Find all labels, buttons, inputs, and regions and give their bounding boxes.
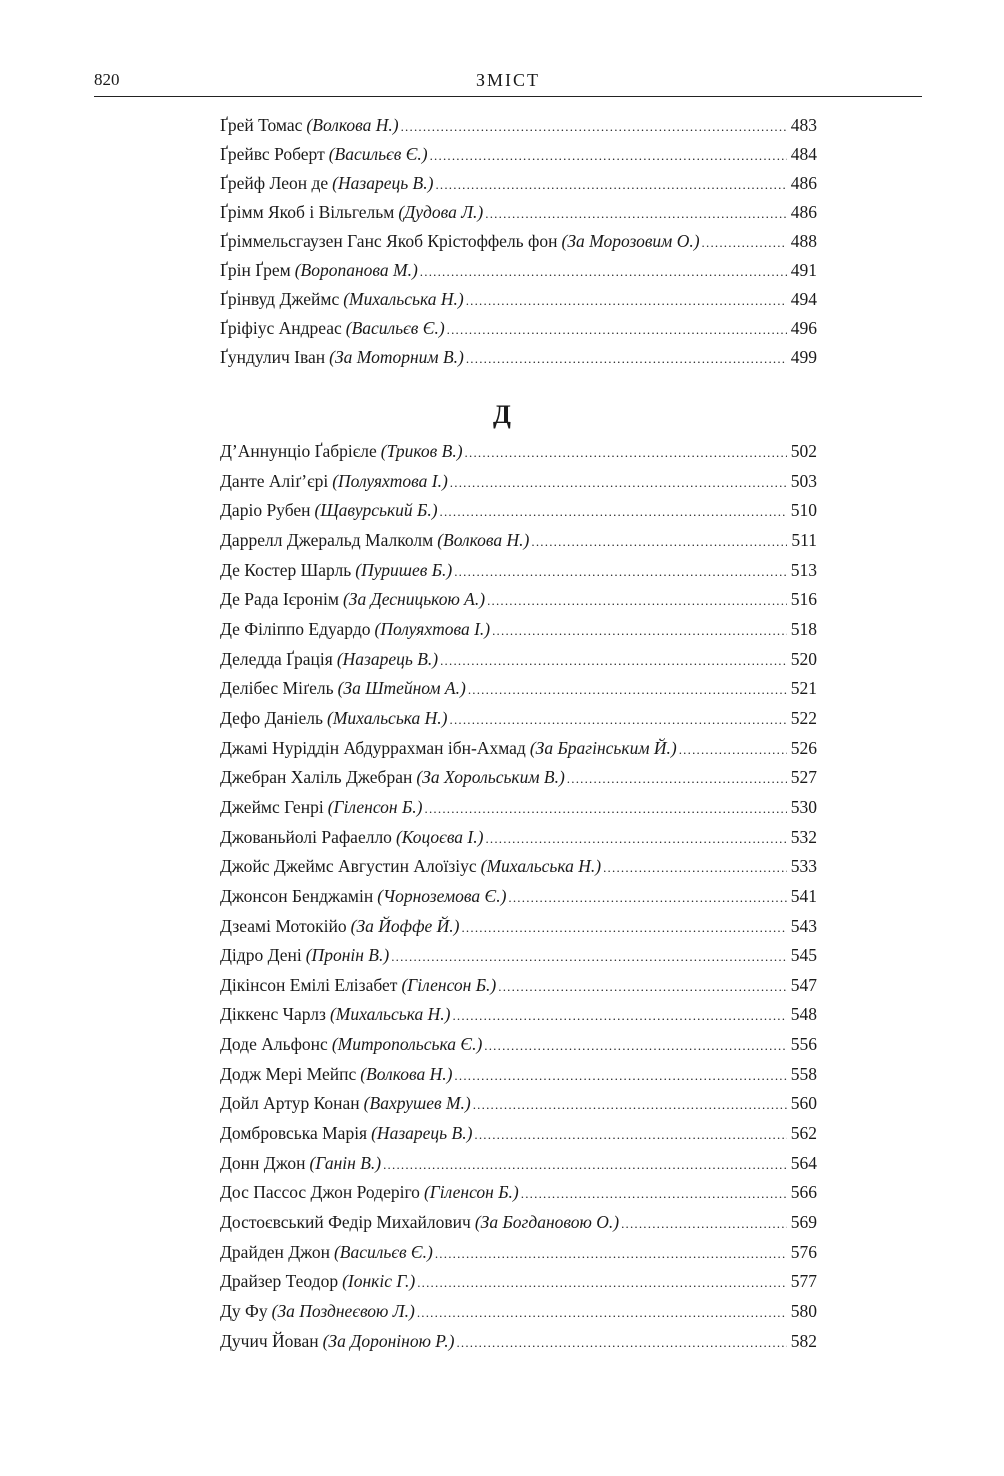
toc-entry [220, 1119, 817, 1149]
entry-author: (Волкова Н.) [437, 529, 530, 550]
entry-name: Де Рада Ієронім [220, 589, 339, 610]
entry-name: Дефо Даніель [220, 707, 324, 728]
toc-entry [220, 941, 817, 971]
dot-leader [531, 527, 787, 557]
entry-name: Делібес Міґель [220, 678, 334, 699]
dot-leader [447, 315, 787, 344]
entry-page-number: 521 [790, 678, 817, 699]
entry-page-number: 510 [790, 500, 817, 521]
dot-leader [466, 344, 787, 373]
entry-author: (За Штейном А.) [337, 678, 466, 699]
entry-name: Даріо Рубен [220, 500, 311, 521]
dot-leader [391, 942, 787, 972]
entry-author: (За Моторним В.) [329, 347, 464, 367]
entry-name: Де Філіппо Едуардо [220, 618, 371, 639]
entry-name: Джамі Нуріддін Абдуррахман ібн-Ахмад [220, 737, 526, 758]
toc-entry [220, 1267, 817, 1297]
dot-leader [420, 257, 787, 286]
dot-leader [401, 112, 787, 141]
entry-author: (Щавурський Б.) [314, 500, 438, 521]
entry-name: Ґріммельсгаузен Ганс Якоб Крістоффель фон [220, 231, 558, 251]
entry-name: Домбровська Марія [220, 1123, 368, 1144]
entry-page-number: 516 [790, 589, 817, 610]
dot-leader [508, 883, 786, 913]
page-header [94, 70, 922, 97]
toc-entry [220, 111, 817, 140]
entry-page-number: 491 [790, 260, 817, 280]
entry-name: Дучич Йован [220, 1330, 319, 1351]
toc-entry [220, 912, 817, 942]
entry-author: (Вахрушев М.) [363, 1093, 471, 1114]
page-number: 820 [94, 70, 120, 89]
entry-name: Додж Мері Мейпс [220, 1063, 357, 1084]
toc-entry [220, 734, 817, 764]
toc-entry [220, 526, 817, 556]
entry-name: Донн Джон [220, 1152, 306, 1173]
entry-author: (Михальська Н.) [329, 1004, 451, 1025]
toc-entry [220, 556, 817, 586]
entry-page-number: 530 [790, 796, 817, 817]
toc-entry [220, 793, 817, 823]
toc-entry [220, 496, 817, 526]
toc-entry [220, 1149, 817, 1179]
entry-name: Данте Аліґ’єрі [220, 470, 329, 491]
dot-leader [452, 1001, 786, 1031]
entry-author: (Волкова Н.) [306, 115, 399, 135]
entry-name: Дідро Дені [220, 945, 302, 966]
toc-entry [220, 882, 817, 912]
entry-author: (Гіленсон Б.) [327, 796, 423, 817]
entry-page-number: 560 [790, 1093, 817, 1114]
dot-leader [487, 586, 787, 616]
entry-page-number: 496 [790, 318, 817, 338]
dot-leader [425, 794, 787, 824]
entry-page-number: 502 [790, 441, 817, 461]
entry-name: Ґріфіус Андреас [220, 318, 342, 338]
entry-author: (Михальська Н.) [480, 856, 602, 877]
entry-author: (Полуяхтова І.) [332, 470, 448, 491]
toc-entry [220, 763, 817, 793]
entry-author: (Пуришев Б.) [355, 559, 453, 580]
dot-leader [454, 1061, 786, 1091]
entry-author: (Васильєв Є.) [333, 1241, 433, 1262]
toc-entry [220, 1178, 817, 1208]
entry-page-number: 562 [790, 1123, 817, 1144]
entry-author: (За Брагінським Й.) [529, 737, 677, 758]
entry-author: (Ганін В.) [309, 1152, 382, 1173]
entry-page-number: 486 [790, 202, 817, 222]
entry-page-number: 547 [790, 974, 817, 995]
dot-leader [430, 141, 787, 170]
entry-author: (За Позднеєвою Л.) [271, 1301, 415, 1322]
dot-leader [456, 1328, 786, 1358]
entry-page-number: 541 [790, 885, 817, 906]
entry-name: Діккенс Чарлз [220, 1004, 326, 1025]
toc-entry [220, 645, 817, 675]
toc-entry [220, 314, 817, 343]
entry-author: (За Морозовим О.) [561, 231, 700, 251]
entry-author: (Чорноземова Є.) [377, 885, 507, 906]
entry-name: Джойс Джеймс Августин Алоїзіус [220, 856, 477, 877]
dot-leader [454, 557, 787, 587]
entry-page-number: 577 [790, 1271, 817, 1292]
dot-leader [465, 438, 787, 468]
toc-entry [220, 1060, 817, 1090]
entry-page-number: 543 [790, 915, 817, 936]
entry-name: Дзеамі Мотокійо [220, 915, 347, 936]
entry-page-number: 522 [790, 707, 817, 728]
entry-page-number: 532 [790, 826, 817, 847]
entry-page-number: 484 [790, 144, 817, 164]
dot-leader [383, 1150, 787, 1180]
entry-author: (Назарець В.) [332, 173, 434, 193]
entry-page-number: 513 [790, 559, 817, 580]
entry-name: Дойл Артур Конан [220, 1093, 360, 1114]
entry-name: Джованьйолі Рафаелло [220, 826, 392, 847]
toc-entry [220, 1000, 817, 1030]
dot-leader [521, 1179, 787, 1209]
entry-name: Драйден Джон [220, 1241, 330, 1262]
entry-name: Ду Фу [220, 1301, 268, 1322]
entry-page-number: 488 [790, 231, 817, 251]
toc-entry [220, 823, 817, 853]
entry-author: (Назарець В.) [371, 1123, 473, 1144]
entry-page-number: 533 [790, 856, 817, 877]
entry-author: (Волкова Н.) [360, 1063, 453, 1084]
entry-name: Ґундулич Іван [220, 347, 326, 367]
dot-leader [679, 735, 787, 765]
dot-leader [450, 705, 787, 735]
entry-name: Ґрімм Якоб і Вільгельм [220, 202, 395, 222]
entry-page-number: 580 [790, 1301, 817, 1322]
entry-name: Де Костер Шарль [220, 559, 352, 580]
entry-author: (За Дороніною Р.) [322, 1330, 455, 1351]
entry-author: (Полуяхтова І.) [374, 618, 491, 639]
dot-leader [603, 853, 787, 883]
entry-author: (Іонкіс Г.) [342, 1271, 416, 1292]
entry-author: (Васильєв Є.) [328, 144, 428, 164]
dot-leader [450, 468, 787, 498]
entry-name: Ґрейвс Роберт [220, 144, 325, 164]
entry-name: Ґрінвуд Джеймс [220, 289, 340, 309]
entry-page-number: 548 [790, 1004, 817, 1025]
entry-name: Дікінсон Емілі Елізабет [220, 974, 398, 995]
entry-author: (За Йоффе Й.) [350, 915, 460, 936]
toc-entry [220, 1327, 817, 1357]
entry-page-number: 576 [790, 1241, 817, 1262]
entry-page-number: 545 [790, 945, 817, 966]
entry-author: (Назарець В.) [336, 648, 439, 669]
toc-entry [220, 971, 817, 1001]
entry-name: Ґрей Томас [220, 115, 303, 135]
dot-leader [485, 199, 786, 228]
entry-author: (Михальська Н.) [327, 707, 448, 728]
dot-leader [440, 497, 787, 527]
entry-name: Джеймс Генрі [220, 796, 324, 817]
entry-page-number: 564 [790, 1152, 817, 1173]
entry-name: Даррелл Джеральд Малколм [220, 529, 434, 550]
dot-leader [492, 616, 787, 646]
entry-author: (Гіленсон Б.) [401, 974, 497, 995]
entry-author: (Пронін В.) [305, 945, 390, 966]
entry-page-number: 582 [790, 1330, 817, 1351]
entry-name: Достоєвський Федір Михайлович [220, 1212, 471, 1233]
toc-section-d [220, 437, 817, 1356]
entry-page-number: 483 [790, 115, 817, 135]
entry-page-number: 558 [790, 1063, 817, 1084]
entry-page-number: 511 [791, 529, 817, 550]
entry-author: (Триков В.) [380, 441, 463, 461]
entry-name: Ґрейф Леон де [220, 173, 329, 193]
toc-entry [220, 615, 817, 645]
dot-leader [435, 170, 786, 199]
toc-entry [220, 1238, 817, 1268]
toc-entry [220, 169, 817, 198]
dot-leader [485, 824, 786, 854]
dot-leader [417, 1268, 787, 1298]
dot-leader [435, 1239, 787, 1269]
entry-author: (Митропольська Є.) [331, 1034, 483, 1055]
toc-entry [220, 140, 817, 169]
running-title: ЗМІСТ [475, 70, 541, 90]
entry-page-number: 569 [790, 1212, 817, 1233]
entry-name: Дос Пассос Джон Родеріго [220, 1182, 420, 1203]
entry-page-number: 486 [790, 173, 817, 193]
toc-entry [220, 1030, 817, 1060]
entry-page-number: 499 [790, 347, 817, 367]
section-letter-heading: Д [493, 400, 511, 429]
entry-name: Деледда Ґрація [220, 648, 333, 669]
toc-entry [220, 198, 817, 227]
entry-page-number: 527 [790, 767, 817, 788]
entry-page-number: 566 [790, 1182, 817, 1203]
dot-leader [461, 913, 786, 943]
toc-entry [220, 467, 817, 497]
toc-entry [220, 674, 817, 704]
dot-leader [468, 675, 787, 705]
entry-page-number: 518 [790, 618, 817, 639]
entry-author: (Васильєв Є.) [345, 318, 445, 338]
toc-section-g [220, 111, 817, 372]
toc-entry [220, 852, 817, 882]
entry-author: (Гіленсон Б.) [423, 1182, 519, 1203]
entry-name: Д’Аннунціо Ґабрієле [220, 441, 377, 461]
dot-leader [417, 1298, 787, 1328]
entry-name: Джебран Халіль Джебран [220, 767, 413, 788]
toc-entry [220, 437, 817, 467]
toc-entry [220, 1089, 817, 1119]
dot-leader [484, 1031, 786, 1061]
dot-leader [567, 764, 787, 794]
entry-author: (Дудова Л.) [398, 202, 484, 222]
entry-author: (За Десницькою А.) [342, 589, 486, 610]
entry-author: (За Богдановою О.) [474, 1212, 620, 1233]
dot-leader [473, 1090, 787, 1120]
entry-author: (За Хорольським В.) [416, 767, 565, 788]
toc-entry [220, 227, 817, 256]
entry-name: Джонсон Бенджамін [220, 885, 374, 906]
entry-page-number: 503 [790, 470, 817, 491]
entry-name: Драйзер Теодор [220, 1271, 339, 1292]
entry-author: (Воропанова М.) [294, 260, 418, 280]
toc-entry [220, 585, 817, 615]
entry-name: Ґрін Ґрем [220, 260, 291, 280]
dot-leader [440, 646, 787, 676]
entry-author: (Коцоєва І.) [395, 826, 484, 847]
toc-entry [220, 256, 817, 285]
dot-leader [498, 972, 786, 1002]
toc-entry [220, 343, 817, 372]
entry-name: Доде Альфонс [220, 1034, 328, 1055]
toc-entry [220, 704, 817, 734]
dot-leader [621, 1209, 787, 1239]
toc-entry [220, 1208, 817, 1238]
entry-page-number: 494 [790, 289, 817, 309]
toc-entry [220, 285, 817, 314]
dot-leader [466, 286, 787, 315]
entry-page-number: 556 [790, 1034, 817, 1055]
entry-page-number: 520 [790, 648, 817, 669]
dot-leader [702, 228, 787, 257]
entry-author: (Михальська Н.) [343, 289, 464, 309]
entry-page-number: 526 [790, 737, 817, 758]
dot-leader [474, 1120, 786, 1150]
toc-entry [220, 1297, 817, 1327]
